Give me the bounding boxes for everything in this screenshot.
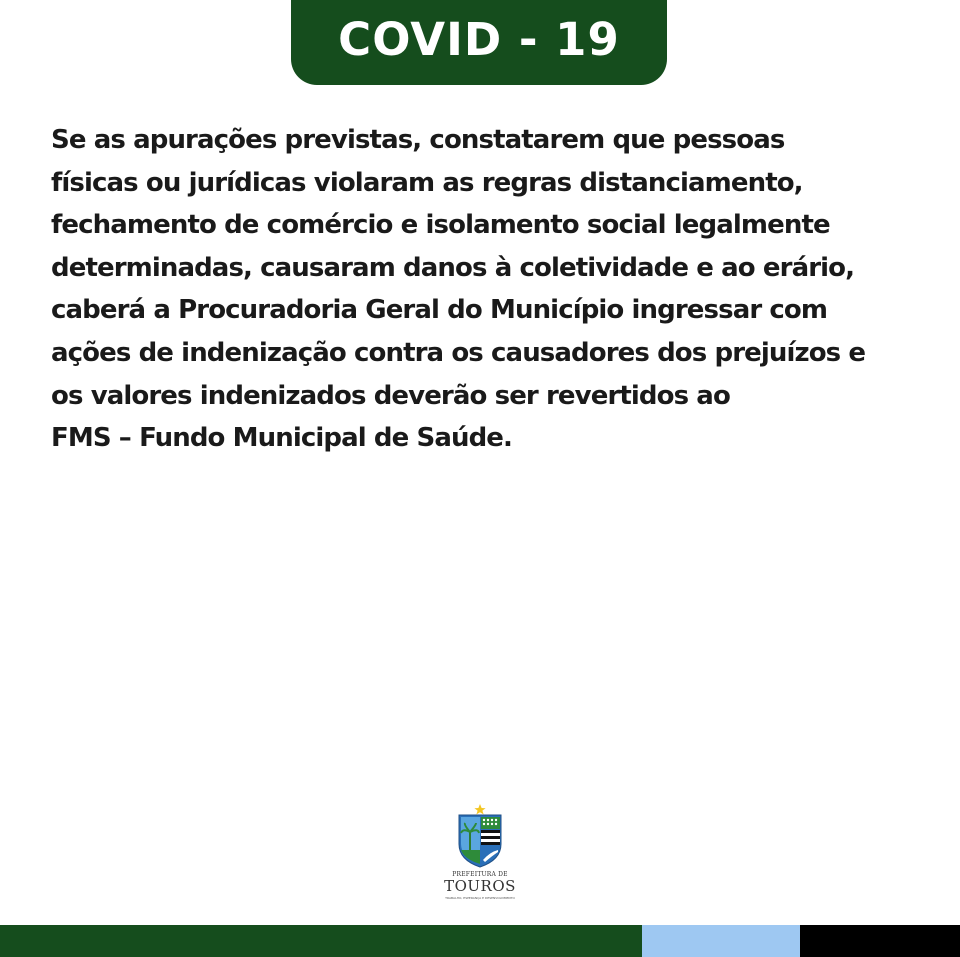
logo-tagline: TRABALHO, ESPERANÇA E DESENVOLVIMENTO xyxy=(445,896,515,900)
prefeitura-logo xyxy=(438,804,522,902)
text-line: ações de indenização contra os causadores dos prejuízos e xyxy=(51,337,866,368)
text-line: os valores indenizados deverão ser revertidos ao xyxy=(51,380,730,411)
logo-prefix: PREFEITURA DE xyxy=(452,871,508,878)
text-line: determinadas, causaram danos à coletividade e ao erário, xyxy=(51,252,855,283)
text-line: físicas ou jurídicas violaram as regras distanciamento, xyxy=(51,167,803,198)
announcement-text xyxy=(51,119,931,460)
page-title: COVID - 19 xyxy=(338,13,620,66)
footer-green-segment xyxy=(0,925,642,957)
text-line: Se as apurações previstas, constatarem que pessoas xyxy=(51,125,785,155)
logo-name: TOUROS xyxy=(444,877,516,895)
footer-black-segment xyxy=(800,925,960,957)
coat-of-arms-icon xyxy=(454,804,506,868)
footer-blue-segment xyxy=(642,925,800,957)
footer-color-bar xyxy=(0,925,960,957)
text-line: FMS – Fundo Municipal de Saúde. xyxy=(51,423,513,454)
header-tab xyxy=(291,0,667,85)
text-line: fechamento de comércio e isolamento social legalmente xyxy=(51,210,830,241)
text-line: caberá a Procuradoria Geral do Município ingressar com xyxy=(51,295,828,326)
